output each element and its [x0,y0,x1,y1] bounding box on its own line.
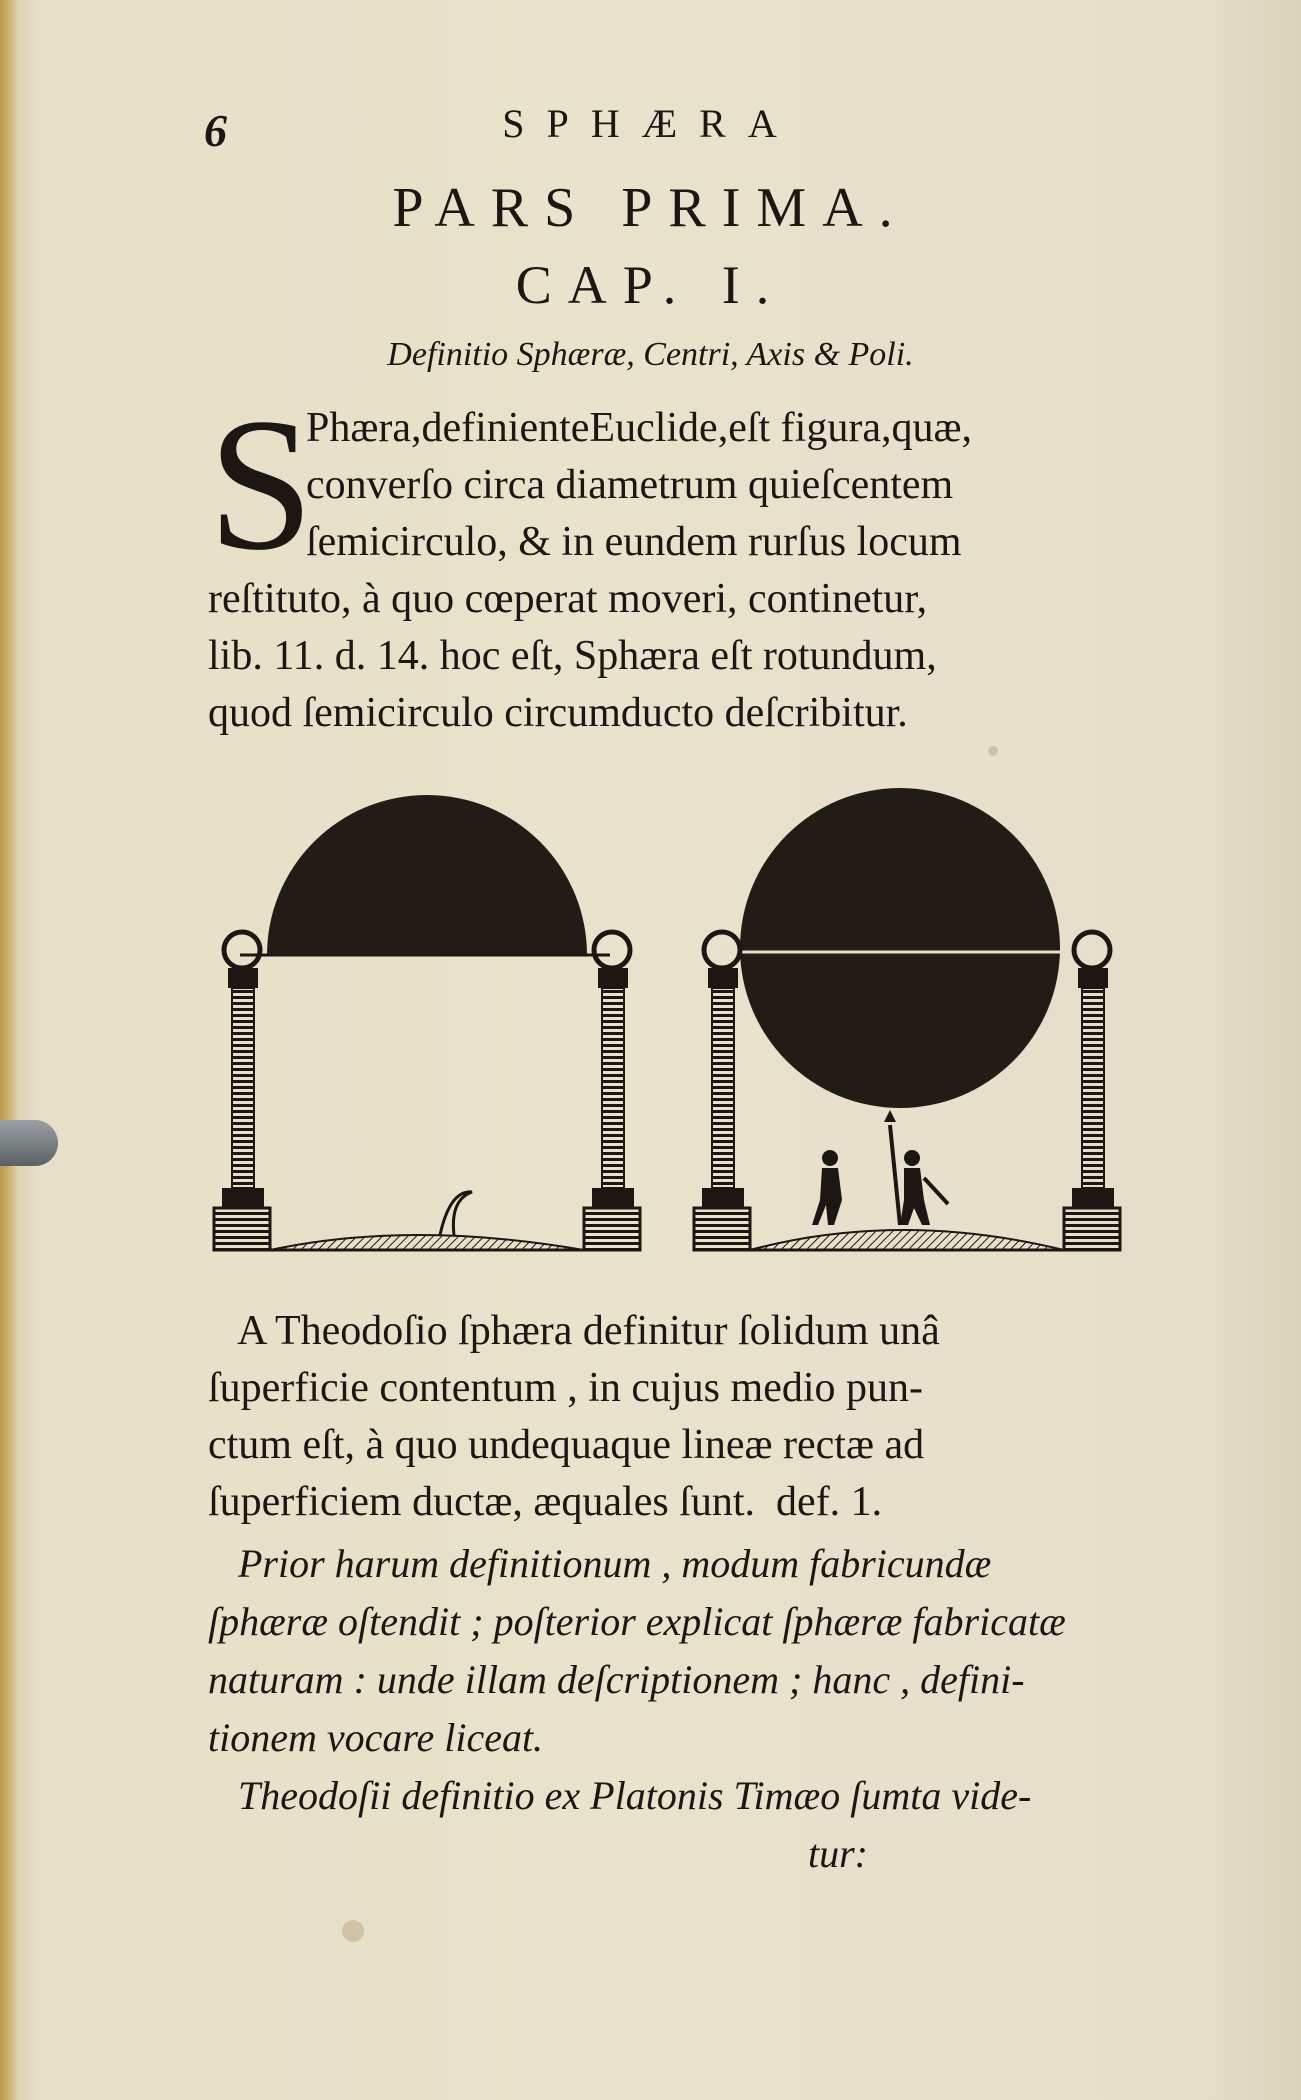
paragraph-1-continued: reſtituto, à quo cœperat moveri, continetur, lib. 11. d. 14. hoc eſt, Sphæra eſt rotundum, quod ſemicirculo circumducto deſcribitur. [208,576,937,736]
chapter-subtitle: Definitio Sphæræ, Centri, Axis & Poli. [387,336,914,373]
paragraph-4: Theodoſii definitio ex Platonis Timæo ſumta vide- tur: [238,1773,1032,1876]
chapter-heading: CAP. I. [515,255,786,315]
paragraph-3: Prior harum definitionum , modum fabricundæ ſphæræ oſtendit ; poſterior explicat ſphæræ fabricatæ naturam : unde illam deſcriptionem ; hanc , defini- tionem vocare liceat. [208,1541,1066,1760]
woodcut-figure [210,780,1130,1280]
clip [0,1120,58,1166]
sphere-panel [694,788,1120,1250]
stain [988,746,998,756]
stain [342,1920,364,1942]
running-head: SPHÆRA [502,101,799,146]
part-title: PARS PRIMA. [392,177,909,239]
page-number: 6 [204,105,227,156]
paragraph-2: A Theodoſio ſphæra definitur ſolidum unâ ſuperficie contentum , in cujus medio pun- ctum eſt, à quo undequaque lineæ rectæ ad ſuperficiem ductæ, æquales ſunt. def. 1. [208,1308,940,1525]
drop-cap: S [208,380,314,590]
paragraph-1-indented: Phæra,definienteEuclide,eſt figura,quæ, converſo circa diametrum quieſcentem ſemicirculo, & in eundem rurſus locum [306,405,972,565]
semicircle-panel [214,795,640,1250]
